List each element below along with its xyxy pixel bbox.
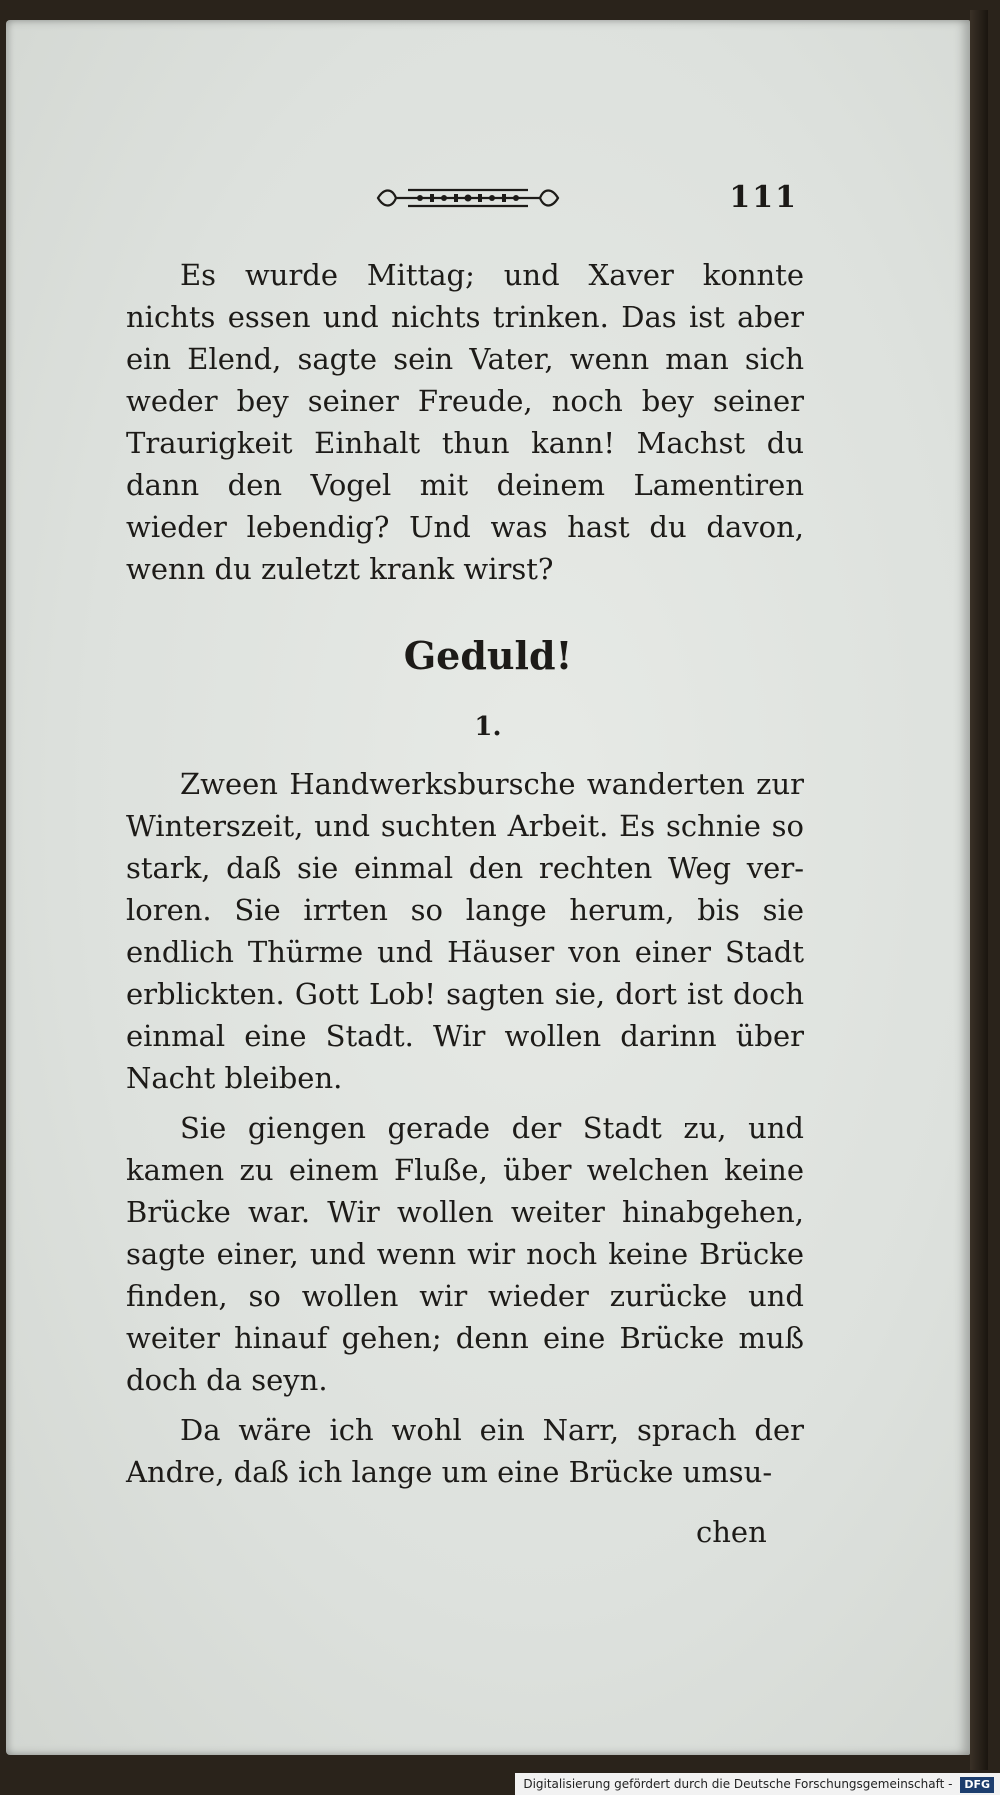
paragraph: Es wurde Mittag; und Xaver konnte nichts essen und nichts trinken. Das ist aber ein Elend, sagte sein Vater, wenn man sich weder bey seiner Freude, noch bey seiner Traurigkeit Einhalt thun kann! Machst du dann den Vogel mit deinem Lamentiren wieder lebendig? Und was hast du davon, wenn du zuletzt krank wirst? bbox=[126, 258, 804, 586]
catchword: chen bbox=[696, 1515, 767, 1549]
paragraph: Da wäre ich wohl ein Narr, sprach der Andre, daß ich lange um eine Brücke umsu- bbox=[126, 1413, 804, 1489]
paragraph: Zween Handwerksbursche wanderten zur Winterszeit, und suchten Arbeit. Es schnie so stark, daß sie einmal den rechten Weg verloren. Sie irrten so lange herum, bis sie endlich Thürme und Häuser von einer Stadt erblickten. Gott Lob! sagten sie, dort ist doch einmal eine Stadt. Wir wollen darinn über Nacht bleiben. bbox=[126, 767, 804, 1095]
text-block-main bbox=[126, 763, 804, 1493]
section-heading: Geduld! bbox=[403, 633, 573, 678]
book-page bbox=[6, 20, 970, 1755]
page-number: 111 bbox=[729, 180, 798, 215]
page-header bbox=[6, 168, 970, 228]
credit-text: Digitalisierung gefördert durch die Deutsche Forschungsgemeinschaft - bbox=[523, 1777, 953, 1791]
header-ornament-icon bbox=[374, 184, 562, 212]
section-number: 1. bbox=[474, 712, 502, 742]
paragraph: Sie giengen gerade der Stadt zu, und kamen zu einem Fluße, über welchen keine Brücke war. Wir wollen weiter hinabgehen, sagte einer, und wenn wir noch keine Brücke finden, so wollen wir wieder zurücke und weiter hinauf gehen; denn eine Brücke muß doch da seyn. bbox=[126, 1111, 804, 1397]
digitization-credit bbox=[515, 1773, 1000, 1795]
text-block-top bbox=[126, 254, 804, 590]
book-edge bbox=[970, 10, 988, 1770]
dfg-logo-icon: DFG bbox=[960, 1777, 994, 1793]
